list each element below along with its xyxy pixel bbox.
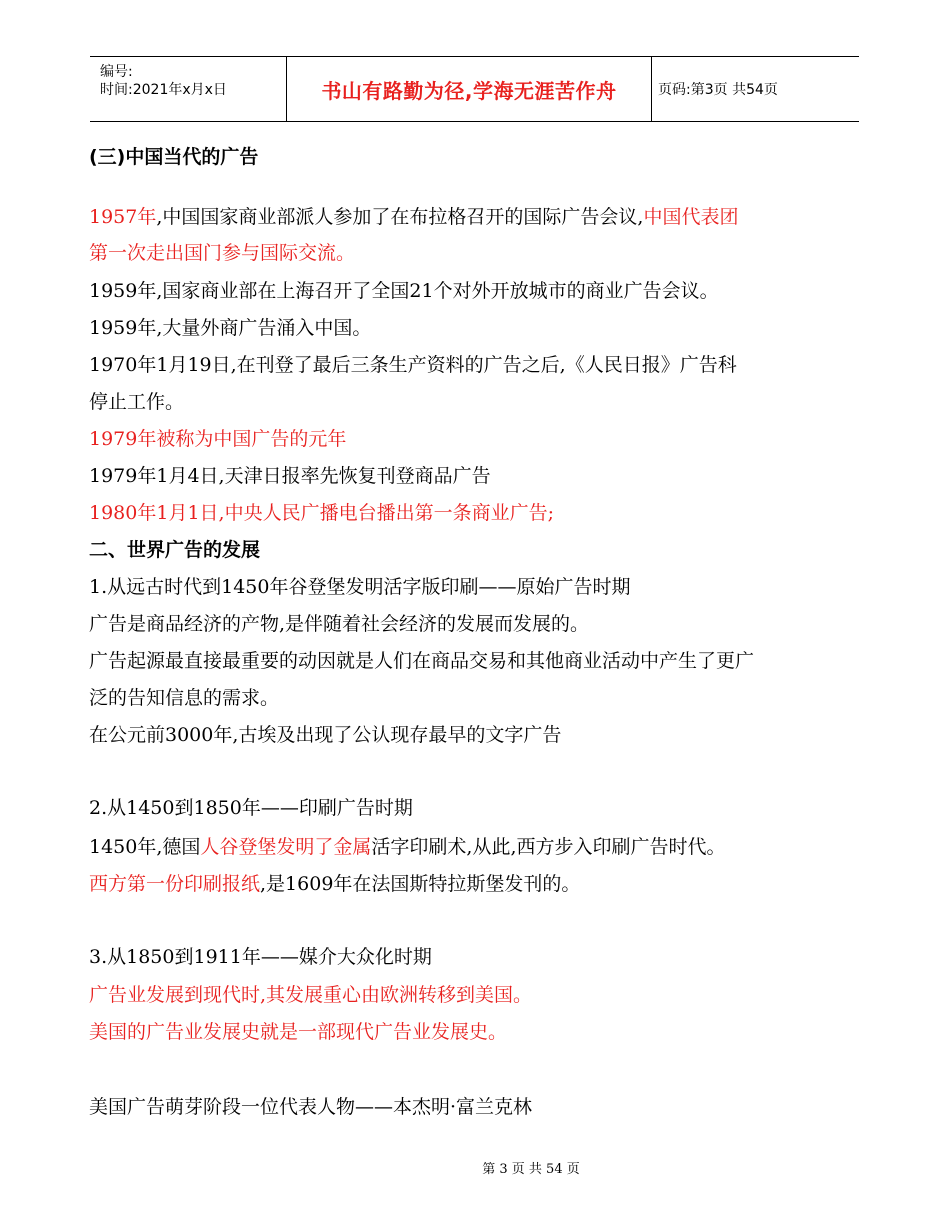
header-motto [286,57,652,121]
subsection-1-para-1: 广告是商品经济的产物,是伴随着社会经济的发展而发展的。 [89,613,590,635]
motto-text: 书山有路勤为径,学海无涯苦作舟 [321,78,617,103]
header-meta [90,57,286,121]
subsection-3-title: 3.从1850到1911年——媒介大众化时期 [89,946,432,968]
subsection-2-para-2 [89,875,580,894]
subsection-1-para-2: 广告起源最直接最重要的动因就是人们在商品交易和其他商业活动中产生了更广 [89,650,755,672]
paragraph-1979b: 1979年1月4日,天津日报率先恢复刊登商品广告 [89,465,491,487]
paragraph-1959a: 1959年,国家商业部在上海召开了全国21个对外开放城市的商业广告会议。 [89,280,719,302]
heading-world-advertising: 二、世界广告的发展 [89,539,261,561]
paragraph-1970-cont: 停止工作。 [89,391,185,413]
subsection-1-para-2-cont: 泛的告知信息的需求。 [89,687,280,709]
time-label: 时间:2021年x月x日 [100,82,227,98]
paragraph-1959b: 1959年,大量外商广告涌入中国。 [89,317,372,339]
subsection-1-para-3: 在公元前3000年,古埃及出现了公认现存最早的文字广告 [89,724,562,746]
paragraph-text: 活字印刷术,从此,西方步入印刷广告时代。 [371,836,726,858]
paragraph-1970: 1970年1月19日,在刊登了最后三条生产资料的广告之后,《人民日报》广告科 [89,354,737,376]
paragraph-1980: 1980年1月1日,中央人民广播电台播出第一条商业广告; [89,502,554,524]
subsection-2-title: 2.从1450到1850年——印刷广告时期 [89,797,413,819]
year-highlight: 1957年 [89,206,157,228]
subsection-3-para-1: 广告业发展到现代时,其发展重心由欧洲转移到美国。 [89,984,533,1006]
highlight-text: 中国代表团 [643,206,739,228]
document-header [90,56,859,122]
subsection-2-para-1 [89,838,726,857]
paragraph-franklin: 美国广告萌芽阶段一位代表人物——本杰明·富兰克林 [89,1096,533,1118]
number-label: 编号: [100,64,133,80]
page-info: 页码:第3页 共54页 [658,82,778,98]
subsection-1-title: 1.从远古时代到1450年谷登堡发明活字版印刷——原始广告时期 [89,576,631,598]
highlight-text: 西方第一份印刷报纸 [89,873,261,895]
paragraph-1957 [89,208,738,227]
paragraph-1979a: 1979年被称为中国广告的元年 [89,428,347,450]
paragraph-text: ,中国国家商业部派人参加了在布拉格召开的国际广告会议, [156,206,644,228]
subsection-3-para-2: 美国的广告业发展史就是一部现代广告业发展史。 [89,1021,508,1043]
paragraph-text: 1450年,德国 [89,836,201,858]
paragraph-text: ,是1609年在法国斯特拉斯堡发刊的。 [260,873,581,895]
highlight-text: 人谷登堡发明了金属 [200,836,372,858]
page-footer: 第 3 页 共 54 页 [482,1162,580,1177]
paragraph-1957-cont: 第一次走出国门参与国际交流。 [89,242,356,264]
section-title: (三)中国当代的广告 [89,146,259,168]
